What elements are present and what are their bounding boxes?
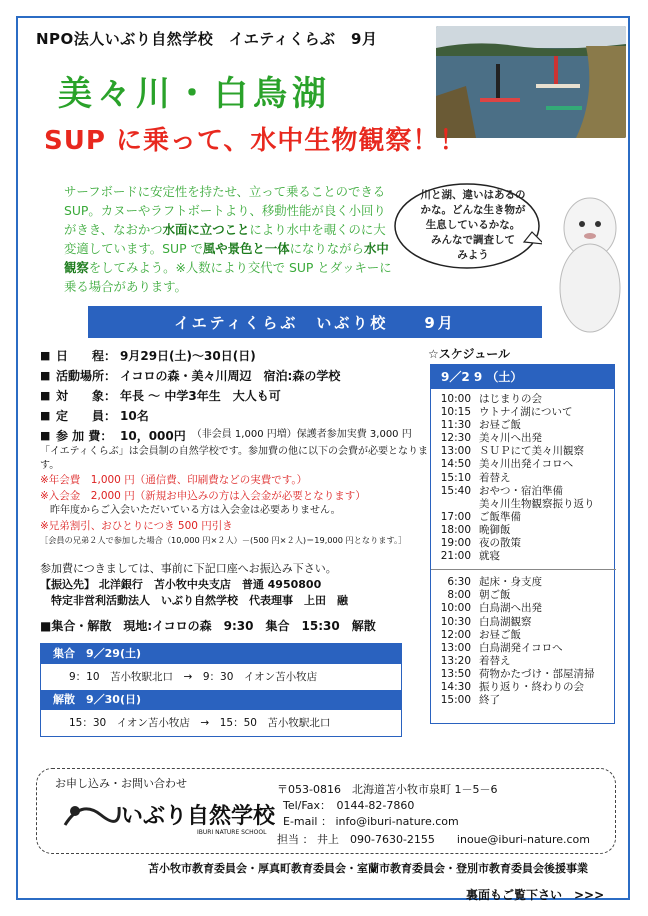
schedule-row xyxy=(435,655,614,668)
club-banner: イエティくらぶ いぶり校 9月 xyxy=(88,306,542,338)
sibling-example: ［会員の兄弟２人で参加した場合（10,000 円×２人）－(500 円×２人)＝19,000 円となります。］ xyxy=(40,534,407,545)
schedule-time: 13:00 xyxy=(440,445,471,458)
intro-bold: 水面に立つこと xyxy=(162,222,250,237)
schedule-row xyxy=(435,576,614,589)
bubble-line: かな。どんな生き物が xyxy=(420,204,526,216)
schedule-event: ウトナイ湖について xyxy=(479,406,573,419)
meet-day2-head: 解散 9／30(日) xyxy=(41,690,401,710)
schedule-event: はじまりの会 xyxy=(479,393,542,405)
info-label: 定 員： xyxy=(56,408,117,423)
schedule-time: 12:30 xyxy=(440,432,471,445)
schedule-event: おやつ・宿泊準備 xyxy=(479,484,563,497)
info-label: 対 象： xyxy=(56,388,117,403)
schedule-row xyxy=(435,550,614,563)
schedule-time: 19:00 xyxy=(440,537,471,550)
schedule-event: 荷物かたづけ・部屋清掃 xyxy=(479,667,595,680)
entry-note: 昨年度からご入会いただいている方は入会金は必要ありません。 xyxy=(40,505,341,516)
meet-day2-body: 15：30 イオン苫小牧店 → 15：50 苫小牧駅北口 xyxy=(69,717,331,729)
payment-intro: 参加費につきましては、事前に下記口座へお振込み下さい。 xyxy=(40,562,337,575)
intro-part: により水中を覗くのに大変適しています。SUP で xyxy=(64,222,386,256)
meeting-info: ■集合・解散 現地:イコロの森 9:30 集合 15:30 解散 xyxy=(40,619,376,633)
schedule-time: 13:50 xyxy=(440,667,471,680)
contact-tel: Tel/Fax： 0144-82-7860 xyxy=(283,799,415,812)
meet-day1-body: 9：10 苫小牧駅北口 → 9：30 イオン苫小牧店 xyxy=(69,671,318,683)
schedule-row xyxy=(435,668,614,681)
info-value: 年長 ～ 中学3年生 大人も可 xyxy=(120,388,281,403)
schedule-event: ご飯準備 xyxy=(479,510,521,523)
schedule-event: 晩御飯 xyxy=(479,523,511,536)
schedule-event: 美々川出発イコロへ xyxy=(479,458,574,471)
schedule-time: 18:00 xyxy=(440,523,471,536)
schedule-row xyxy=(435,616,614,629)
school-logo-sub: IBURI NATURE SCHOOL xyxy=(197,829,267,836)
schedule-row xyxy=(435,419,614,432)
schedule-time: 17:00 xyxy=(440,510,471,523)
schedule-event: 振り返り・終わりの会 xyxy=(479,680,584,693)
info-value: イコロの森・美々川周辺 宿泊:森の学校 xyxy=(120,368,341,383)
intro-bold: 水中観察 xyxy=(64,241,389,275)
info-fee: ■ 参 加 費： 10，000円 （非会員 1,000 円増）保護者参加実費 3,000 円 xyxy=(40,428,412,443)
schedule-time: 10:15 xyxy=(440,406,471,419)
schedule-time: 15:40 xyxy=(440,484,471,497)
schedule-title: ☆スケジュール xyxy=(428,347,511,361)
schedule-row xyxy=(435,393,614,406)
school-logo-icon xyxy=(61,795,121,835)
schedule-event: お昼ご飯 xyxy=(479,419,521,432)
contact-address: 〒053-0816 北海道苫小牧市泉町 1－5－6 xyxy=(277,783,498,796)
info-capacity: ■ 定 員： 10名 xyxy=(40,408,149,423)
schedule-row xyxy=(435,498,614,511)
schedule-row xyxy=(435,642,614,655)
contact-email[interactable]: E-mail ： info@iburi-nature.com xyxy=(283,815,459,828)
fee-note: （非会員 1,000 円増）保護者参加実費 3,000 円 xyxy=(191,429,412,441)
schedule-row xyxy=(435,694,614,707)
schedule-time: 13:00 xyxy=(440,641,471,654)
info-label: 日 程： xyxy=(56,348,117,363)
schedule-row xyxy=(435,485,614,498)
bubble-line: 生息しているかな。 xyxy=(425,219,521,231)
schedule-row xyxy=(435,432,614,445)
meet-day1-head: 集合 9／29(土) xyxy=(41,644,401,664)
schedule-event: 白鳥湖観察 xyxy=(479,615,532,628)
info-target: ■ 対 象： 年長 ～ 中学3年生 大人も可 xyxy=(40,388,281,403)
info-label: 参 加 費： xyxy=(56,428,113,443)
schedule-event: 終了 xyxy=(479,694,500,707)
schedule-event: 白鳥湖発イコロへ xyxy=(479,641,563,654)
schedule-time xyxy=(435,498,471,511)
schedule-row xyxy=(435,524,614,537)
schedule-event: 美々川へ出発 xyxy=(479,432,542,445)
meeting-box xyxy=(40,643,402,737)
yeti-mascot-icon xyxy=(552,188,628,338)
intro-part: サーフボードに安定性を持たせ、立って乗ることのできる SUP。カヌーやラフトボートより、移動性能が良く小回りがきき、なおかつ xyxy=(64,184,386,237)
schedule-time: 6:30 xyxy=(447,576,471,589)
schedule-time: 14:30 xyxy=(440,680,471,693)
schedule-row xyxy=(435,511,614,524)
annual-fee: ※年会費 1,000 円（通信費、印刷費などの実費です。） xyxy=(40,474,308,486)
hero-subtitle: SUP に乗って、水中生物観察！！ xyxy=(44,126,467,156)
intro-part: をしてみよう。※人数により交代で SUP とダッキーに乗る場合があります。 xyxy=(64,260,392,294)
info-place: ■ 活動場所： イコロの森・美々川周辺 宿泊:森の学校 xyxy=(40,368,341,383)
info-value: 9月29日(土)～30日(日) xyxy=(120,348,256,363)
schedule-event: 着替え xyxy=(479,654,511,667)
schedule-event: 美々川生物観察振り返り xyxy=(479,497,595,510)
info-date: ■ 日 程： 9月29日(土)～30日(日) xyxy=(40,348,256,363)
hero-title: 美々川・白鳥湖 xyxy=(58,74,331,114)
schedule-event: 起床・身支度 xyxy=(479,576,542,589)
contact-person: 担当 ： 井上 090-7630-2155 inoue@iburi-nature.com xyxy=(277,833,591,846)
schedule-row xyxy=(435,602,614,615)
schedule-event: 白鳥湖へ出発 xyxy=(479,602,542,615)
schedule-time: 10:00 xyxy=(440,393,471,405)
schedule-row xyxy=(435,472,614,485)
info-label: 活動場所： xyxy=(56,368,117,383)
schedule-time: 11:30 xyxy=(440,419,471,432)
schedule-row xyxy=(435,445,614,458)
schedule-event: 夜の散策 xyxy=(479,537,521,550)
schedule-event: 就寝 xyxy=(479,550,500,563)
schedule-row xyxy=(435,458,614,471)
schedule-time: 10:00 xyxy=(440,602,471,615)
header-title: NPO法人いぶり自然学校 イエティくらぶ 9月 xyxy=(36,30,378,48)
schedule-event: お昼ご飯 xyxy=(479,628,521,641)
bubble-text xyxy=(408,188,538,263)
schedule-row xyxy=(435,537,614,550)
schedule-row xyxy=(435,589,614,602)
schedule-event: 着替え xyxy=(479,471,511,484)
sponsors-text: 苫小牧市教育委員会・厚真町教育委員会・室蘭市教育委員会・登別市教育委員会後援事業 xyxy=(148,862,588,875)
entry-fee: ※入会金 2,000 円（新規お申込みの方は入会金が必要となります） xyxy=(40,490,366,502)
schedule-event: ＳＵＰにて美々川観察 xyxy=(479,445,584,458)
schedule-box xyxy=(430,364,615,724)
event-info xyxy=(40,345,430,634)
schedule-row xyxy=(435,681,614,694)
sibling-discount: ※兄弟割引、おひとりにつき 500 円引き xyxy=(40,519,233,532)
schedule-day-head: 9／2 9 （土） xyxy=(431,365,614,389)
bubble-line: みんなで調査して xyxy=(431,234,515,246)
intro-part: になりながら xyxy=(289,241,364,256)
schedule-divider xyxy=(431,569,616,570)
bubble-line: みよう xyxy=(457,249,489,261)
schedule-time: 14:50 xyxy=(440,458,471,471)
bank-info: 【振込先】 北洋銀行 苫小牧中央支店 普通 4950800 xyxy=(40,578,322,591)
schedule-time: 13:20 xyxy=(440,654,471,667)
schedule-time: 12:00 xyxy=(440,628,471,641)
schedule-time: 10:30 xyxy=(440,615,471,628)
bubble-line: 川と湖、違いはあるの xyxy=(420,189,526,201)
schedule-event: 朝ご飯 xyxy=(479,589,511,602)
schedule-time: 15:10 xyxy=(440,471,471,484)
schedule-row xyxy=(435,629,614,642)
contact-label: お申し込み・お問い合わせ xyxy=(55,777,187,790)
intro-text xyxy=(64,182,394,296)
member-note: 「イエティくらぶ」は会員制の自然学校です。参加費の他に以下の会費が必要となります。 xyxy=(40,446,428,471)
see-back-link[interactable]: 裏面もご覧下さい >>> xyxy=(466,888,605,902)
info-value: 10，000円 xyxy=(120,428,186,443)
schedule-time: 8:00 xyxy=(447,589,471,602)
account-info: 特定非営利活動法人 いぶり自然学校 代表理事 上田 融 xyxy=(40,594,348,607)
schedule-time: 15:00 xyxy=(440,694,471,707)
schedule-list xyxy=(431,389,614,707)
intro-bold: 風や景色と一体 xyxy=(202,241,290,256)
schedule-time: 21:00 xyxy=(440,550,471,563)
info-value: 10名 xyxy=(120,408,149,423)
school-logo-text: いぶり自然学校 xyxy=(121,803,276,829)
contact-box xyxy=(36,768,616,854)
schedule-row xyxy=(435,406,614,419)
